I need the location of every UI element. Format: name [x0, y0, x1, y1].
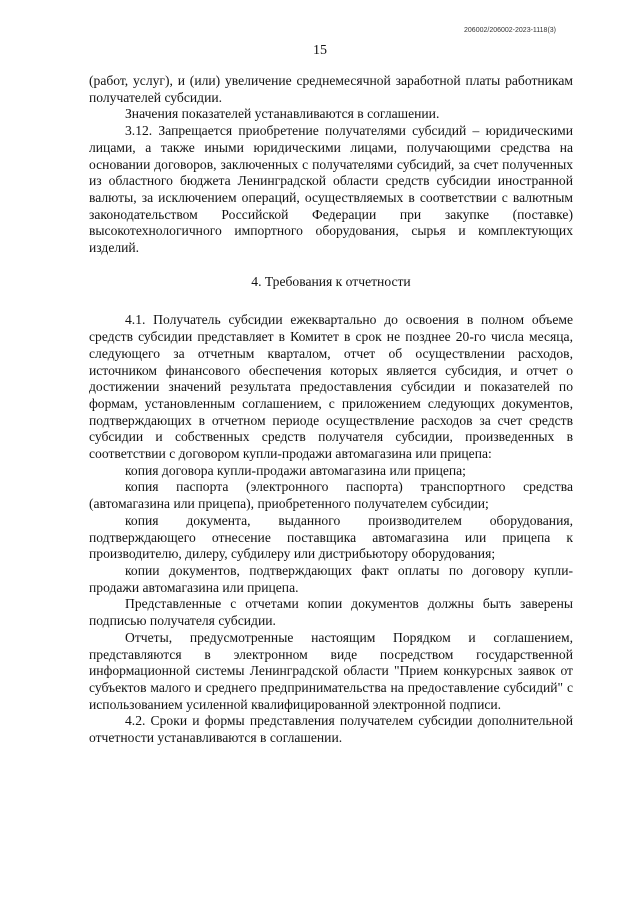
paragraph: Отчеты, предусмотренные настоящим Порядком и соглашением, представляются в электронном виде посредством государственной информационной системы Ленинградской области "Прием конкурсных заявок от субъектов малого и среднего предпринимательства на предоставление субсидий" с использованием усиленной квалифицированной электронной подписи.: [89, 629, 573, 712]
list-item: копии документов, подтверждающих факт оплаты по договору купли-продажи автомагазина или прицепа.: [89, 562, 573, 595]
paragraph: 4.1. Получатель субсидии ежеквартально до освоения в полном объеме средств субсидии представляет в Комитет в срок не позднее 20-го числа месяца, следующего за отчетным кварталом, отчет об осуществлении расходов, источником финансового обеспечения которых является субсидия, и отчет о достижении значений результата предоставления субсидии и показателей по формам, установленным соглашением, с приложением следующих документов, подтверждающих в отчетном периоде осуществление расходов за счет средств субсидии и собственных средств получателя субсидии, произведенных в соответствии с договором купли-продажи автомагазина или прицепа:: [89, 312, 573, 462]
list-item: копия документа, выданного производителем оборудования, подтверждающего отнесение поставщика автомагазина или прицепа к производителю, дилеру, субдилеру или дистрибьютору оборудования;: [89, 512, 573, 562]
paragraph: Представленные с отчетами копии документов должны быть заверены подписью получателя субсидии.: [89, 596, 573, 629]
list-item: копия договора купли-продажи автомагазина или прицепа;: [125, 462, 466, 478]
paragraph: 4.2. Сроки и формы представления получателем субсидии дополнительной отчетности устанавливаются в соглашении.: [89, 713, 573, 746]
paragraph: Значения показателей устанавливаются в соглашении.: [125, 106, 440, 122]
paragraph: 3.12. Запрещается приобретение получателями субсидий – юридическими лицами, а также иными юридическими лицами, получающими средства на основании договоров, заключенных с получателями субсидий, за счет полученных из областного бюджета Ленинградской области средств субсидии иностранной валюты, за исключением операций, осуществляемых в соответствии с валютным законодательством Российской Федерации при закупке (поставке) высокотехнологичного импортного оборудования, сырья и комплектующих изделий.: [89, 123, 573, 256]
section-heading: 4. Требования к отчетности: [251, 273, 411, 289]
document-body: [89, 73, 573, 747]
document-id: 206002/206002-2023-1118(3): [464, 27, 556, 34]
paragraph: (работ, услуг), и (или) увеличение среднемесячной заработной платы работникам получателей субсидии.: [89, 73, 573, 105]
list-item: копия паспорта (электронного паспорта) транспортного средства (автомагазина или прицепа), приобретенного получателем субсидии;: [89, 479, 573, 512]
page-number: 15: [313, 43, 327, 58]
